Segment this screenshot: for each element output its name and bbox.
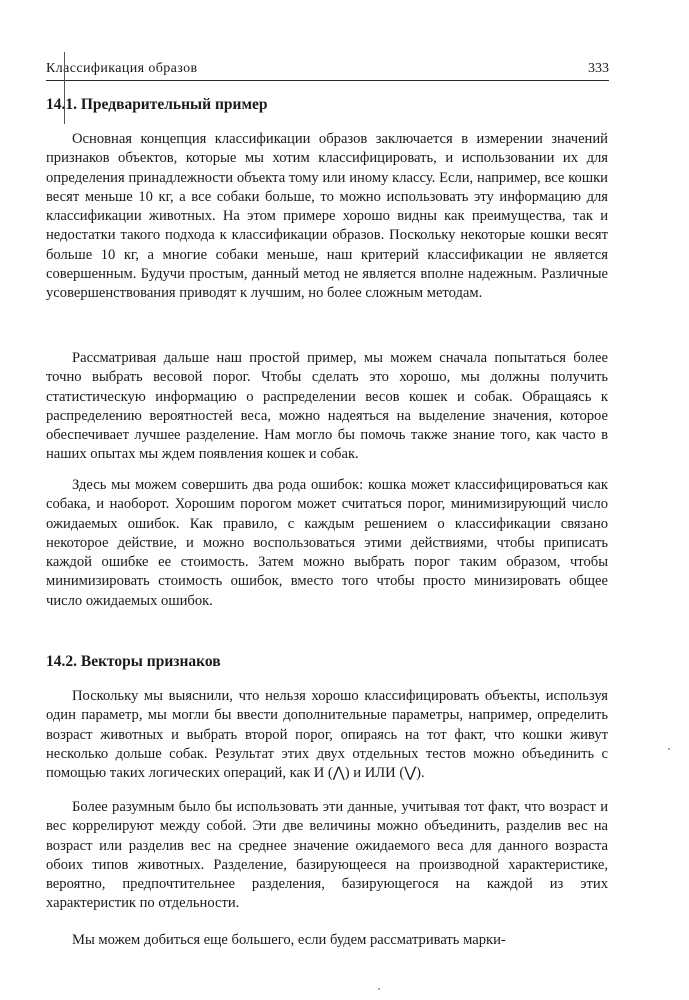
paragraph-2: Рассматривая дальше наш простой пример, мы можем сначала попытаться более точно выбрать весовой порог. Чтобы сделать это хорошо, мы должны получить статистическую информацию о распределении весов кошек и собак. Обращаясь к распределению вероятностей веса, можно надеяться на выделение значения, которое обеспечивает лучшее разделение. Нам могло бы помочь также знание того, как часто в наших опытах мы ждем появления кошек и собак. (46, 350, 608, 463)
scan-speck (668, 748, 670, 750)
header-rule (46, 80, 609, 81)
paragraph-5: Более разумным было бы использовать эти данные, учитывая тот факт, что возраст и вес коррелируют между собой. Эти две величины можно объединить, разделив вес на возраст или разделив вес на среднее значение ожидаемого веса для данного возраста обоих типов животных. Разделение, базирующееся на производной характеристике, вероятно, предпочтительнее разделения, базирующегося на каждой из этих характеристик по отдельности. (46, 799, 608, 912)
running-header (46, 60, 609, 78)
paragraph-1: Основная концепция классификации образов заключается в измерении значений признаков объектов, которые мы хотим классифицировать, и использовании их для определения принадлежности объекта тому или иному классу. Если, например, все кошки весят меньше 10 кг, а все собаки больше, то можно использовать эту информацию для классификации животных. На этом примере хорошо видны как преимущества, так и недостатки такого подхода к классификации образов. Поскольку некоторые кошки весят больше 10 кг, а многие собаки меньше, наш критерий классификации не является совершенным. Будучи простым, данный метод не является вполне надежным. Различные усовершенствования приводят к лучшим, но более сложным методам. (46, 131, 608, 302)
paragraph-4: Поскольку мы выяснили, что нельзя хорошо классифицировать объекты, используя один параметр, мы могли бы ввести дополнительные параметры, например, определить возраст животных и выбрать второй порог, опираясь на тот факт, что кошки живут несколько дольше собак. Результат этих двух отдельных тестов можно объединить с помощью таких логических операций, как И (⋀) и ИЛИ (⋁). (46, 688, 608, 782)
page-number: 333 (588, 61, 609, 76)
paragraph-6: Мы можем добиться еще большего, если будем рассматривать марки- (72, 932, 506, 948)
section-heading-14-2: 14.2. Векторы признаков (46, 653, 221, 670)
scan-speck (378, 988, 380, 990)
section-heading-14-1: 14.1. Предварительный пример (46, 96, 268, 113)
paragraph-3: Здесь мы можем совершить два рода ошибок: кошка может классифицироваться как собака, и наоборот. Хорошим порогом может считаться порог, минимизирующий число ожидаемых ошибок. Как правило, с каждым решением о классификации связано некоторое действие, и можно воспользоваться этими действиями, чтобы приписать каждой ошибке ее стоимость. Затем можно выбрать порог таким образом, чтобы минимизировать стоимость ошибок, вместо того чтобы просто минизировать общее число ожидаемых ошибок. (46, 477, 608, 609)
running-title: Классификация образов (46, 61, 198, 76)
